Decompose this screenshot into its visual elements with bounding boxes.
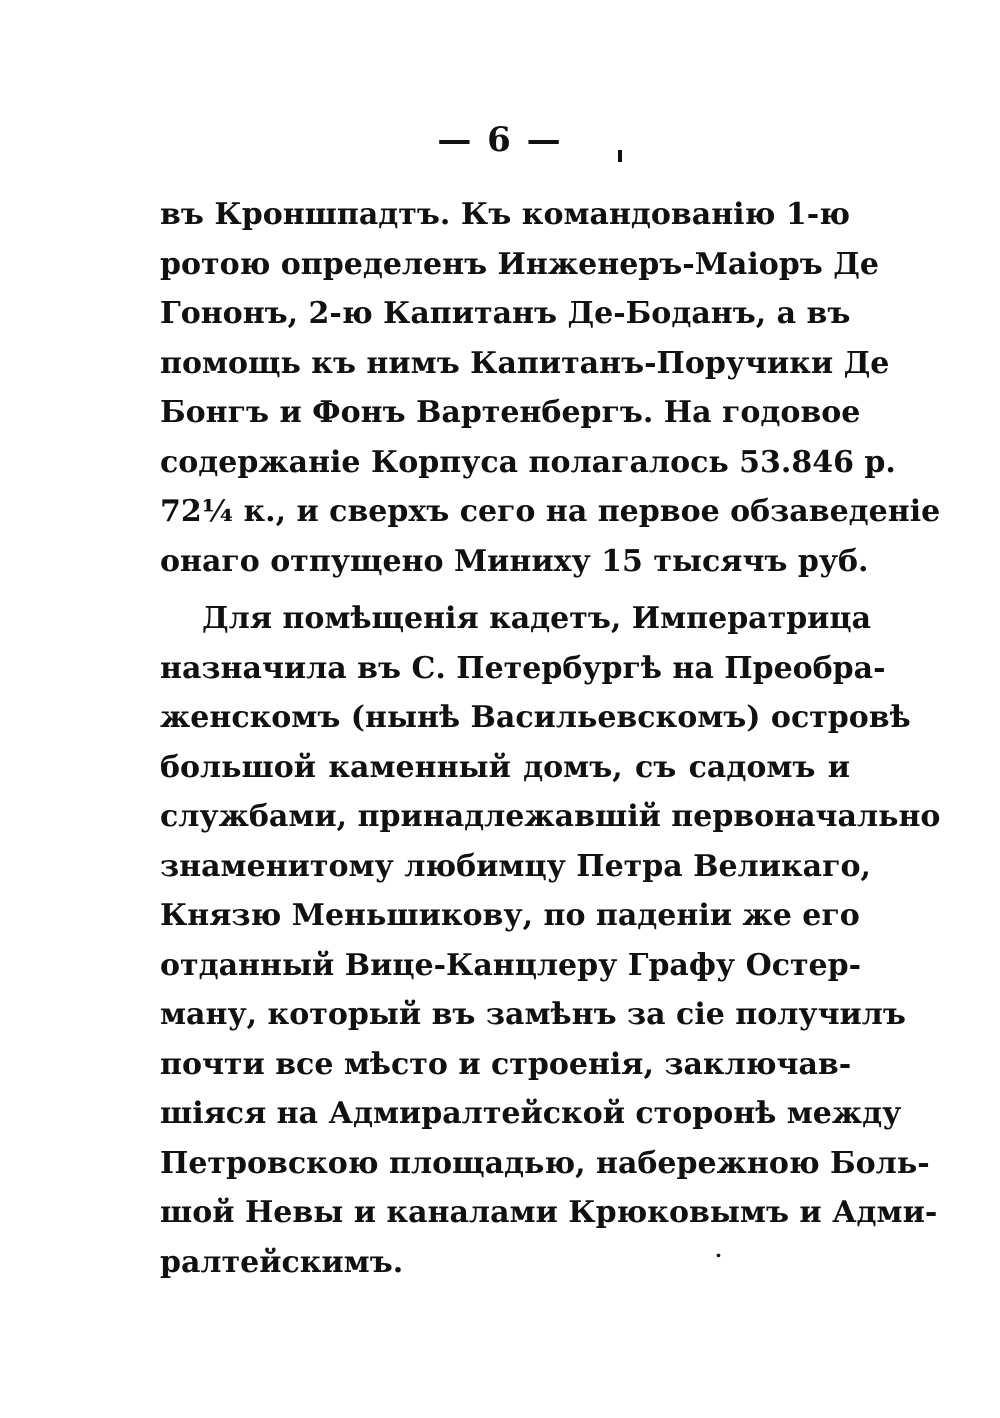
text-line: ману, который въ замѣнъ за сіе получилъ bbox=[160, 997, 906, 1032]
text-line: назначила въ С. Петербургѣ на Преобра- bbox=[160, 650, 886, 686]
text-line: отданный Вице-Канцлеру Графу Остер- bbox=[160, 947, 862, 983]
paragraph-2 bbox=[160, 594, 941, 1287]
text-line: онаго отпущено Миниху 15 тысячъ руб. bbox=[160, 543, 869, 579]
text-line: содержаніе Корпуса полагалось 53.846 р. bbox=[160, 444, 896, 480]
text-line: службами, принадлежавшій первоначально bbox=[160, 799, 941, 834]
text-line: женскомъ (нынѣ Васильевскомъ) островѣ bbox=[160, 700, 911, 735]
text-line: ротою определенъ Инженеръ-Маіоръ Де bbox=[160, 246, 879, 282]
text-line: въ Кроншпадтъ. Къ командованію 1-ю bbox=[160, 197, 850, 232]
text-line: почти все мѣсто и строенія, заключав- bbox=[160, 1046, 852, 1082]
body-text bbox=[160, 190, 941, 1287]
text-line: Для помѣщенія кадетъ, Императрица bbox=[202, 601, 872, 636]
text-line: Бонгъ и Фонъ Вартенбергъ. На годовое bbox=[160, 395, 861, 430]
text-line: помощь къ нимъ Капитанъ-Поручики Де bbox=[160, 345, 890, 381]
text-line: шой Невы и каналами Крюковымъ и Адми- bbox=[160, 1195, 938, 1230]
end-mark: . bbox=[715, 1238, 722, 1262]
text-line: шіяся на Адмиралтейской сторонѣ между bbox=[160, 1096, 902, 1131]
text-line: 72¼ к., и сверхъ сего на первое обзаведеніе bbox=[160, 494, 941, 529]
text-line: большой каменный домъ, съ садомъ и bbox=[160, 749, 850, 785]
text-line: Гононъ, 2-ю Капитанъ Де-Боданъ, а въ bbox=[160, 296, 851, 331]
page-number: — 6 — bbox=[437, 120, 563, 160]
text-line: ралтейскимъ. bbox=[160, 1244, 404, 1280]
stray-mark bbox=[618, 150, 622, 162]
text-line: Петровскою площадью, набережною Боль- bbox=[160, 1145, 930, 1181]
text-line: знаменитому любимцу Петра Великаго, bbox=[160, 848, 871, 884]
paragraph-1 bbox=[160, 190, 941, 586]
text-line: Князю Меньшикову, по паденіи же его bbox=[160, 898, 860, 933]
